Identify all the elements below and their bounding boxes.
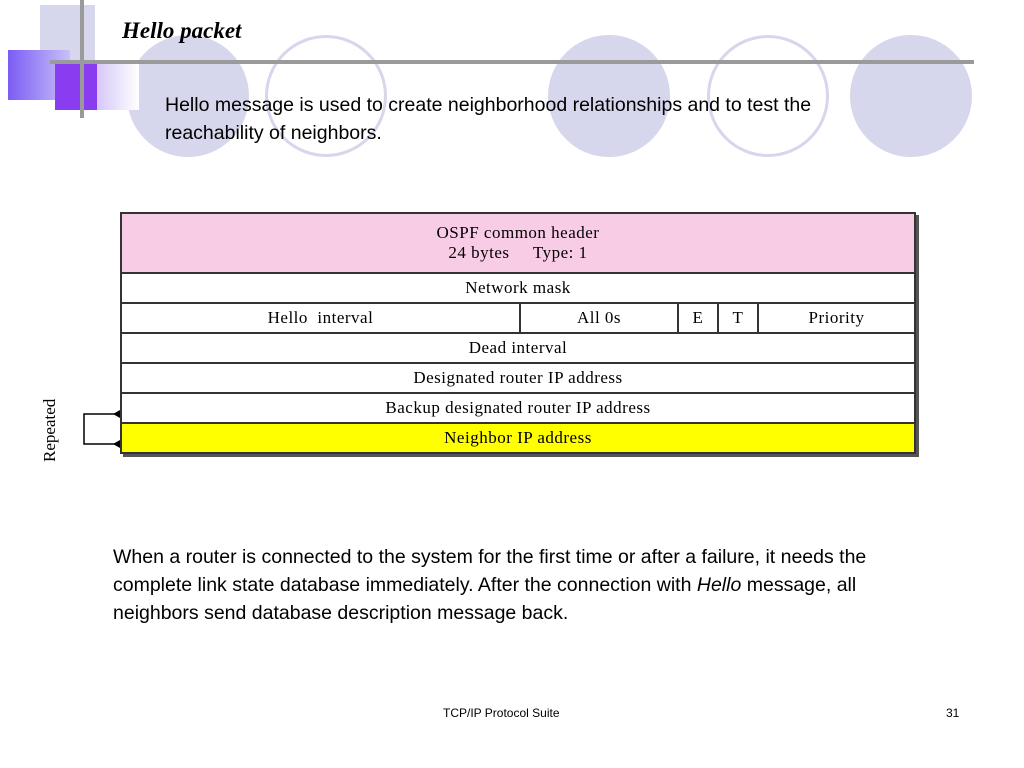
decor-square-dark <box>55 62 97 110</box>
header-line-1: OSPF common header <box>436 223 600 242</box>
all-zeros-field: All 0s <box>519 304 677 332</box>
body-text-part-2: message, all neighbors send database description message back. <box>113 574 857 624</box>
ospf-common-header-field <box>122 214 914 272</box>
packet-row-backup-router <box>120 394 916 424</box>
intro-text: Hello message is used to create neighborhood relationships and to test the reachability of neighbors. <box>165 94 812 144</box>
title-rule-vertical <box>80 0 84 118</box>
priority-field: Priority <box>757 304 914 332</box>
hello-packet-diagram <box>120 212 916 454</box>
flag-t-field: T <box>717 304 757 332</box>
dead-interval-field: Dead interval <box>122 334 914 362</box>
page-number: 31 <box>946 706 960 720</box>
decor-square-fade <box>97 62 139 110</box>
packet-row-neighbor <box>120 424 916 454</box>
packet-row-designated-router <box>120 364 916 394</box>
slide-title: Hello packet <box>122 18 242 43</box>
packet-row-hello <box>120 304 916 334</box>
repeated-bracket-arrow-icon <box>80 408 122 450</box>
hello-interval-field: Hello interval <box>122 304 519 332</box>
backup-designated-router-field: Backup designated router IP address <box>122 394 914 422</box>
neighbor-ip-field: Neighbor IP address <box>122 424 914 452</box>
network-mask-field: Network mask <box>122 274 914 302</box>
body-text-part-1: When a router is connected to the system for the first time or after a failure, it needs the complete link state database immediately. After the connection with <box>113 546 867 596</box>
repeated-label: Repeated <box>40 398 59 462</box>
body-text <box>113 543 913 627</box>
designated-router-field: Designated router IP address <box>122 364 914 392</box>
header-line-2: 24 bytes Type: 1 <box>448 243 588 262</box>
packet-row-dead-interval <box>120 334 916 364</box>
body-text-hello-italic: Hello <box>696 574 742 596</box>
packet-row-network-mask <box>120 274 916 304</box>
title-rule-horizontal <box>50 60 974 64</box>
flag-e-field: E <box>677 304 717 332</box>
footer-title: TCP/IP Protocol Suite <box>443 706 560 720</box>
packet-row-header <box>120 212 916 274</box>
